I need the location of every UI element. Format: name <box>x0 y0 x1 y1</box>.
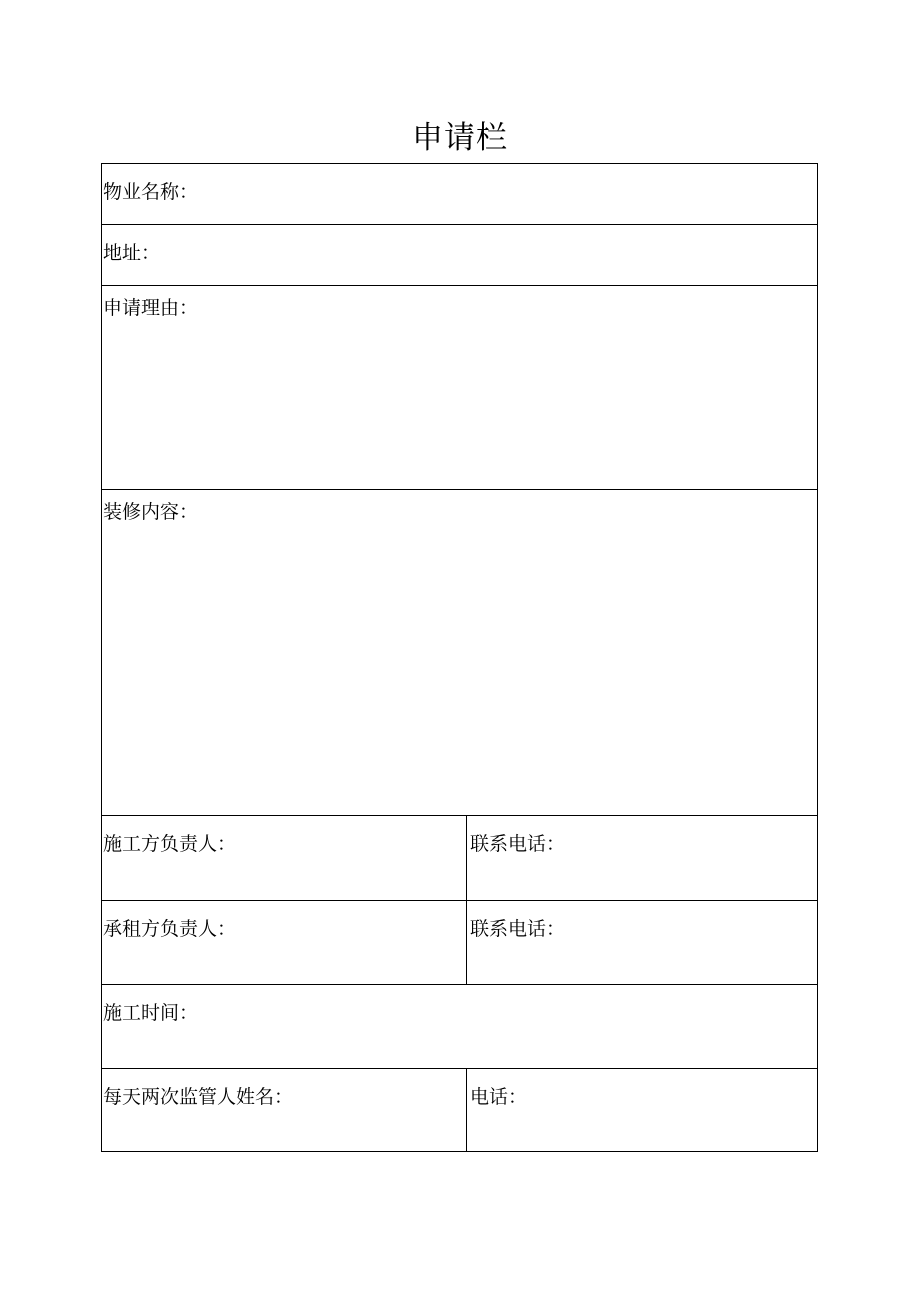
row-supervisor <box>102 1069 818 1151</box>
contractor-phone-label: 联系电话： <box>470 833 566 855</box>
application-form <box>101 163 818 1152</box>
property-name-label: 物业名称： <box>103 181 199 203</box>
tenant-person-field[interactable] <box>102 901 467 984</box>
supervisor-phone-label: 电话： <box>470 1086 528 1108</box>
supervisor-name-label: 每天两次监管人姓名： <box>103 1086 294 1108</box>
renovation-content-label: 装修内容： <box>103 501 199 523</box>
page-title: 申请栏 <box>412 120 508 156</box>
row-construction-time <box>102 985 818 1069</box>
address-field[interactable] <box>102 225 818 285</box>
construction-time-label: 施工时间： <box>103 1002 199 1024</box>
row-renovation-content <box>102 490 818 816</box>
contractor-person-field[interactable] <box>102 816 467 900</box>
row-address <box>102 225 818 286</box>
renovation-content-field[interactable] <box>102 490 818 815</box>
supervisor-name-field[interactable] <box>102 1069 467 1151</box>
contractor-phone-field[interactable] <box>467 816 818 900</box>
tenant-phone-label: 联系电话： <box>470 918 566 940</box>
contractor-person-label: 施工方负责人： <box>103 833 237 855</box>
address-label: 地址： <box>103 242 161 264</box>
row-contractor <box>102 816 818 901</box>
tenant-person-label: 承租方负责人： <box>103 918 237 940</box>
reason-field[interactable] <box>102 286 818 489</box>
row-tenant <box>102 901 818 985</box>
supervisor-phone-field[interactable] <box>467 1069 818 1151</box>
row-property-name <box>102 164 818 225</box>
property-name-field[interactable] <box>102 164 818 224</box>
construction-time-field[interactable] <box>102 985 818 1068</box>
tenant-phone-field[interactable] <box>467 901 818 984</box>
reason-label: 申请理由： <box>103 297 199 319</box>
row-reason <box>102 286 818 490</box>
